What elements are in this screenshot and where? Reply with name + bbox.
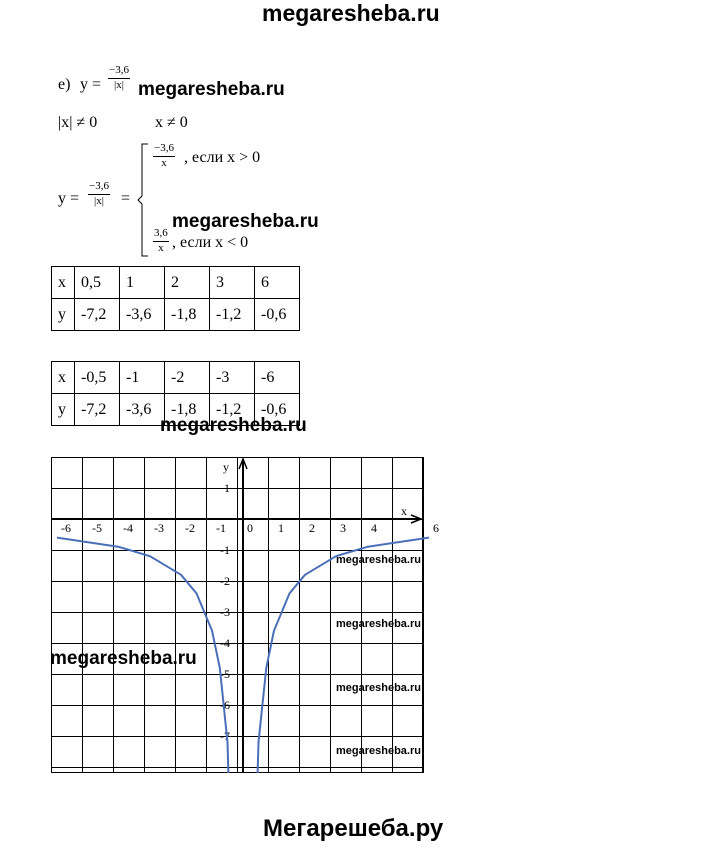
watermark-graph-left: megaresheba.ru: [50, 648, 197, 669]
piecewise-lhs-fraction: [88, 181, 110, 207]
x-tick-label: 6: [433, 521, 439, 535]
table-cell: 3: [210, 267, 255, 299]
formula-y-eq: y =: [80, 76, 102, 93]
y-tick-label: -5: [220, 667, 230, 681]
table-cell: -0,5: [75, 362, 120, 394]
condition-x: x ≠ 0: [155, 114, 188, 131]
y-tick-label: -3: [220, 605, 230, 619]
x-tick-label: -6: [61, 521, 71, 535]
x-tick-label: -5: [92, 521, 102, 535]
table-cell: -7,2: [75, 299, 120, 331]
y-axis-label: y: [223, 460, 229, 474]
watermark-graph-small-1: megaresheba.ru: [336, 554, 421, 566]
table-cell: y: [52, 394, 75, 426]
graph-axes: [51, 459, 421, 773]
y-tick-label: -4: [220, 636, 230, 650]
table-row: [52, 362, 300, 394]
table-cell: -0,6: [255, 394, 300, 426]
table-cell: y: [52, 299, 75, 331]
x-tick-label: -4: [123, 521, 133, 535]
table-cell: 0,5: [75, 267, 120, 299]
table-cell: -3: [210, 362, 255, 394]
y-tick-label: -6: [220, 698, 230, 712]
table-cell: x: [52, 267, 75, 299]
table-cell: 6: [255, 267, 300, 299]
table-row: [52, 299, 300, 331]
watermark-formula: megaresheba.ru: [138, 79, 285, 100]
watermark-graph-small-3: megaresheba.ru: [336, 682, 421, 694]
table-cell: -1,2: [210, 394, 255, 426]
x-tick-label: -1: [216, 521, 226, 535]
problem-label: е): [58, 76, 71, 93]
table-cell: 1: [120, 267, 165, 299]
watermark-top: megaresheba.ru: [262, 0, 440, 26]
watermark-graph-small-2: megaresheba.ru: [336, 618, 421, 630]
y-tick-label: -1: [220, 543, 230, 557]
y-tick-label: -7: [220, 729, 230, 743]
case2-den: x: [158, 241, 164, 254]
function-graph: [51, 457, 439, 773]
values-table-positive: [51, 266, 300, 331]
piecewise-eq: =: [121, 190, 131, 207]
graph-tick-labels: [61, 460, 439, 743]
table-cell: -1,8: [165, 394, 210, 426]
watermark-footer: Мегарешеба.ру: [263, 815, 444, 842]
case2-fraction: [153, 228, 169, 254]
table-cell: -0,6: [255, 299, 300, 331]
table-cell: -1,8: [165, 299, 210, 331]
formula-numerator: −3,6: [108, 65, 130, 79]
formula-fraction: [108, 65, 130, 91]
case1-fraction: [153, 143, 175, 169]
x-tick-label: -3: [154, 521, 164, 535]
y-tick-label: -2: [220, 574, 230, 588]
piecewise-lhs-y: y =: [58, 190, 80, 207]
brace-icon: [136, 142, 150, 258]
x-tick-label: 2: [309, 521, 315, 535]
case1-num: −3,6: [153, 143, 175, 157]
function-curve: [258, 538, 429, 773]
y-tick-label: 1: [224, 481, 230, 495]
table-row: [52, 267, 300, 299]
graph-grid: [51, 457, 424, 773]
watermark-tables: megaresheba.ru: [160, 415, 307, 436]
x-tick-label: 1: [278, 521, 284, 535]
x-tick-label: 4: [371, 521, 377, 535]
formula-denominator: |x|: [114, 78, 124, 91]
table-cell: 2: [165, 267, 210, 299]
table-cell: -1: [120, 362, 165, 394]
table-cell: -3,6: [120, 299, 165, 331]
piecewise-lhs-num: −3,6: [88, 181, 110, 195]
table-cell: -7,2: [75, 394, 120, 426]
table-cell: -6: [255, 362, 300, 394]
table-cell: -3,6: [120, 394, 165, 426]
x-tick-label: -2: [185, 521, 195, 535]
condition-abs: |x| ≠ 0: [58, 114, 98, 131]
table-cell: -2: [165, 362, 210, 394]
x-axis-label: x: [401, 504, 407, 518]
table-cell: x: [52, 362, 75, 394]
x-tick-label: 3: [340, 521, 346, 535]
table-cell: -1,2: [210, 299, 255, 331]
piecewise-lhs-den: |x|: [94, 194, 104, 207]
watermark-piecewise: megaresheba.ru: [172, 211, 319, 232]
case1-condition: , если x > 0: [184, 149, 261, 166]
case2-num: 3,6: [153, 228, 169, 242]
case1-den: x: [161, 156, 167, 169]
case2-condition: , если x < 0: [172, 234, 249, 251]
x-tick-label: 0: [247, 521, 253, 535]
watermark-graph-small-4: megaresheba.ru: [336, 745, 421, 757]
